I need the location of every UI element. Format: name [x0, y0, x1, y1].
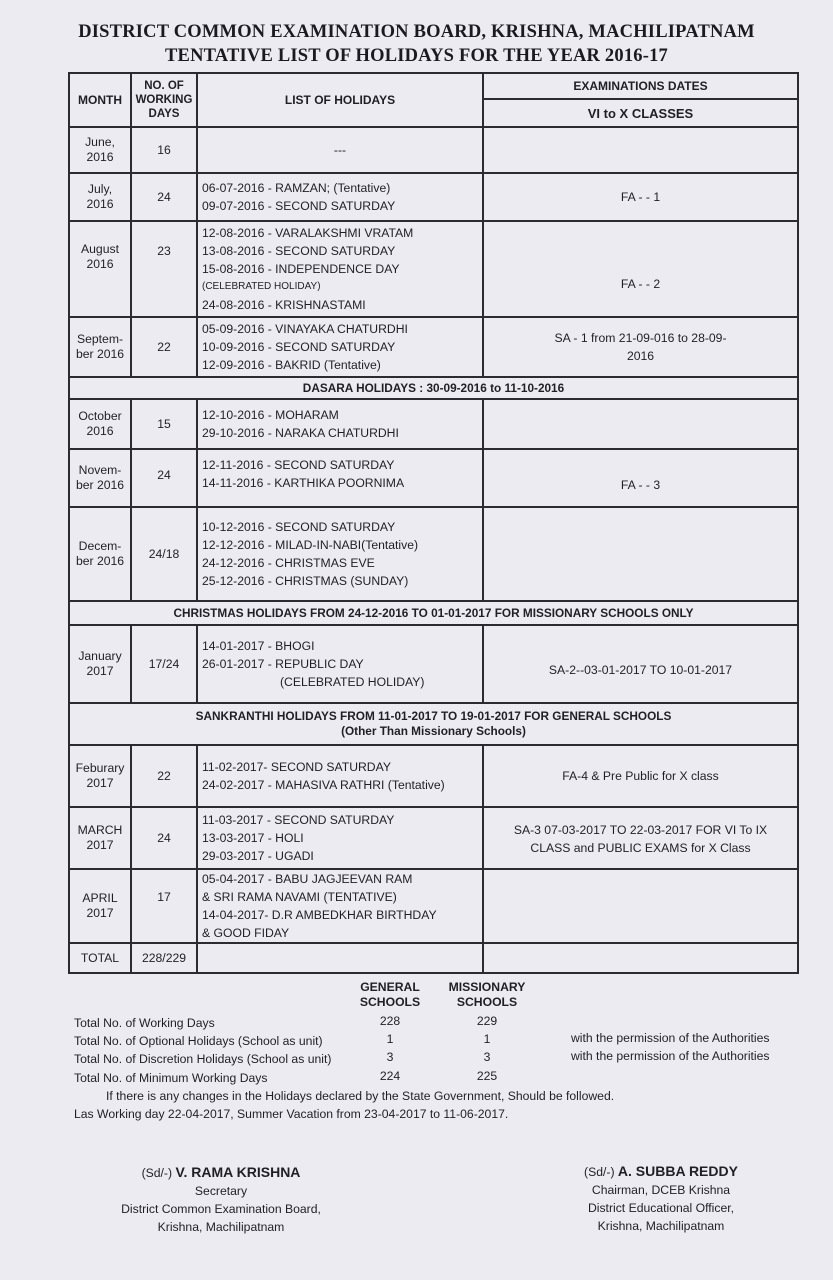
exam-cell: [483, 869, 798, 943]
signature-sd: (Sd/-): [141, 1166, 173, 1180]
exam-cell: SA - 1 from 21-09-016 to 28-09-2016: [483, 317, 798, 377]
sankranthi-holidays-banner: [69, 703, 798, 745]
sankranthi-banner-line1: SANKRANTHI HOLIDAYS FROM 11-01-2017 TO 19-01-2017 FOR GENERAL SCHOOLS: [195, 709, 672, 723]
exam-cell: [483, 507, 798, 601]
table-row: [69, 399, 798, 449]
table-row: [69, 173, 798, 221]
holiday-item: 06-07-2016 - RAMZAN; (Tentative): [202, 181, 391, 195]
holiday-item: 15-08-2016 - INDEPENDENCE DAY: [202, 262, 400, 276]
summary-general-value: 224: [379, 1069, 401, 1083]
holiday-item: 14-04-2017- D.R AMBEDKHAR BIRTHDAY: [202, 908, 437, 922]
working-days-cell: 24: [131, 807, 197, 869]
signature-place: Krishna, Machilipatnam: [157, 1220, 285, 1234]
table-row: [69, 449, 798, 507]
holiday-item: 09-07-2016 - SECOND SATURDAY: [202, 199, 396, 213]
table-row: [69, 317, 798, 377]
total-label: TOTAL: [69, 943, 131, 973]
holiday-item: 12-08-2016 - VARALAKSHMI VRATAM: [202, 226, 414, 240]
summary-missionary-value: 229: [476, 1014, 498, 1028]
working-days-cell: 22: [131, 317, 197, 377]
summary-label: Total No. of Minimum Working Days: [74, 1071, 268, 1085]
summary-label: Total No. of Working Days: [74, 1016, 215, 1030]
holiday-list-cell: [197, 507, 483, 601]
exam-cell: SA-3 07-03-2017 TO 22-03-2017 FOR VI To IX CLASS and PUBLIC EXAMS for X Class: [483, 807, 798, 869]
exam-cell: FA - - 3: [483, 449, 798, 507]
working-days-cell: 17: [131, 869, 197, 943]
summary-header-general: GENERAL SCHOOLS: [359, 980, 421, 1009]
holiday-list-cell: [197, 625, 483, 703]
holiday-item: 12-10-2016 - MOHARAM: [202, 408, 339, 422]
holiday-list-cell: [197, 807, 483, 869]
holiday-item: 11-03-2017 - SECOND SATURDAY: [202, 813, 395, 827]
working-days-cell: 23: [131, 221, 197, 317]
signature-designation: Secretary: [194, 1184, 248, 1198]
working-days-cell: 17/24: [131, 625, 197, 703]
holiday-item: 12-09-2016 - BAKRID (Tentative): [202, 358, 381, 372]
header-working-days: NO. OF WORKING DAYS: [131, 73, 197, 127]
exam-cell: SA-2--03-01-2017 TO 10-01-2017: [483, 625, 798, 703]
christmas-holidays-banner: CHRISTMAS HOLIDAYS FROM 24-12-2016 TO 01-01-2017 FOR MISSIONARY SCHOOLS ONLY: [69, 601, 798, 625]
document-title: DISTRICT COMMON EXAMINATION BOARD, KRISHNA, MACHILIPATNAM: [78, 22, 755, 42]
exam-cell: [483, 127, 798, 173]
summary-note: with the permission of the Authorities: [571, 1049, 770, 1063]
header-list-of-holidays: LIST OF HOLIDAYS: [197, 73, 483, 127]
summary-note: with the permission of the Authorities: [571, 1031, 770, 1045]
holiday-item: (CELEBRATED HOLIDAY): [202, 281, 321, 292]
holiday-item: 29-10-2016 - NARAKA CHATURDHI: [202, 426, 399, 440]
holiday-item: 24-08-2016 - KRISHNASTAMI: [202, 298, 366, 312]
month-cell: APRIL 2017: [69, 869, 131, 943]
holiday-item: ---: [333, 143, 347, 157]
holiday-list-cell: [197, 449, 483, 507]
signature-name: V. RAMA KRISHNA: [175, 1164, 301, 1180]
header-examinations-dates: EXAMINATIONS DATES: [483, 73, 798, 99]
summary-general-value: 228: [379, 1014, 401, 1028]
signature-office: District Common Examination Board,: [121, 1202, 321, 1216]
working-days-cell: 22: [131, 745, 197, 807]
table-row: [69, 745, 798, 807]
holiday-item: 29-03-2017 - UGADI: [202, 849, 314, 863]
month-cell: October 2016: [69, 399, 131, 449]
exam-cell: FA - - 2: [483, 221, 798, 317]
holiday-list-cell: [197, 173, 483, 221]
summary-general-value: 1: [386, 1032, 394, 1046]
working-days-cell: 24/18: [131, 507, 197, 601]
holiday-item: 14-11-2016 - KARTHIKA POORNIMA: [202, 476, 405, 490]
holiday-item: 13-08-2016 - SECOND SATURDAY: [202, 244, 396, 258]
header-classes: VI to X CLASSES: [483, 99, 798, 127]
holiday-list-cell: [197, 317, 483, 377]
holiday-item: 12-12-2016 - MILAD-IN-NABI(Tentative): [202, 538, 419, 552]
month-cell: MARCH 2017: [69, 807, 131, 869]
holiday-item: 05-09-2016 - VINAYAKA CHATURDHI: [202, 322, 408, 336]
summary-general-value: 3: [386, 1050, 394, 1064]
holiday-list-cell: [197, 399, 483, 449]
holiday-list-cell: [197, 127, 483, 173]
signature-name: A. SUBBA REDDY: [617, 1163, 738, 1179]
signature-place: Krishna, Machilipatnam: [597, 1219, 725, 1233]
summary-label: Total No. of Optional Holidays (School as unit): [74, 1034, 323, 1048]
summary-header-missionary: MISSIONARY SCHOOLS: [448, 980, 526, 1009]
exam-cell: [483, 399, 798, 449]
summary-missionary-value: 1: [483, 1032, 491, 1046]
holiday-item: 05-04-2017 - BABU JAGJEEVAN RAM: [202, 872, 413, 886]
table-row: [69, 869, 798, 943]
signature-secretary: [96, 1163, 346, 1236]
month-cell: Feburary 2017: [69, 745, 131, 807]
working-days-cell: 16: [131, 127, 197, 173]
table-row: [69, 507, 798, 601]
holiday-item: 24-12-2016 - CHRISTMAS EVE: [202, 556, 375, 570]
holiday-item: 10-09-2016 - SECOND SATURDAY: [202, 340, 396, 354]
holiday-list-cell: [197, 869, 483, 943]
holiday-item: 26-01-2017 - REPUBLIC DAY: [202, 657, 364, 671]
total-empty-cell: [197, 943, 483, 973]
holiday-item: 10-12-2016 - SECOND SATURDAY: [202, 520, 396, 534]
month-cell: July, 2016: [69, 173, 131, 221]
signature-sd: (Sd/-): [584, 1165, 615, 1179]
month-cell: August 2016: [69, 221, 131, 317]
month-cell: Septem- ber 2016: [69, 317, 131, 377]
month-cell: June, 2016: [69, 127, 131, 173]
working-days-cell: 24: [131, 449, 197, 507]
exam-cell: FA - - 1: [483, 173, 798, 221]
dasara-holidays-banner: DASARA HOLIDAYS : 30-09-2016 to 11-10-2016: [69, 377, 798, 399]
sankranthi-banner-line2: (Other Than Missionary Schools): [341, 724, 526, 738]
month-cell: Decem- ber 2016: [69, 507, 131, 601]
summary-missionary-value: 3: [483, 1050, 491, 1064]
working-days-cell: 15: [131, 399, 197, 449]
holiday-item: 25-12-2016 - CHRISTMAS (SUNDAY): [202, 574, 409, 588]
summary-missionary-value: 225: [476, 1069, 498, 1083]
note-state-government: If there is any changes in the Holidays declared by the State Government, Should be followed.: [106, 1089, 615, 1103]
table-row: [69, 807, 798, 869]
holiday-item: 14-01-2017 - BHOGI: [202, 639, 315, 653]
table-row: [69, 127, 798, 173]
holiday-item: & SRI RAMA NAVAMI (TENTATIVE): [202, 890, 397, 904]
holiday-item: 24-02-2017 - MAHASIVA RATHRI (Tentative): [202, 778, 445, 792]
signature-office: District Educational Officer,: [587, 1201, 735, 1215]
signature-chairman: [536, 1162, 786, 1235]
document-subtitle: TENTATIVE LIST OF HOLIDAYS FOR THE YEAR 2016-17: [164, 46, 668, 66]
holiday-item: 11-02-2017- SECOND SATURDAY: [202, 760, 391, 774]
table-row: [69, 625, 798, 703]
table-row: [69, 221, 798, 317]
holiday-item-note: (CELEBRATED HOLIDAY): [280, 675, 425, 689]
note-last-working-day: Las Working day 22-04-2017, Summer Vacation from 23-04-2017 to 11-06-2017.: [74, 1107, 509, 1121]
signature-designation: Chairman, DCEB Krishna: [591, 1183, 731, 1197]
month-cell: Novem- ber 2016: [69, 449, 131, 507]
holiday-item: 13-03-2017 - HOLI: [202, 831, 304, 845]
month-cell: January 2017: [69, 625, 131, 703]
holiday-table: [68, 72, 799, 974]
total-row: [69, 943, 798, 973]
holiday-item: 12-11-2016 - SECOND SATURDAY: [202, 458, 395, 472]
holiday-list-cell: [197, 745, 483, 807]
total-working-days: 228/229: [131, 943, 197, 973]
holiday-list-cell: [197, 221, 483, 317]
header-month: MONTH: [69, 73, 131, 127]
working-days-cell: 24: [131, 173, 197, 221]
summary-label: Total No. of Discretion Holidays (School as unit): [74, 1052, 332, 1066]
holiday-item: & GOOD FIDAY: [202, 926, 290, 940]
total-empty-cell: [483, 943, 798, 973]
exam-cell: FA-4 & Pre Public for X class: [483, 745, 798, 807]
holiday-item: [202, 673, 478, 691]
